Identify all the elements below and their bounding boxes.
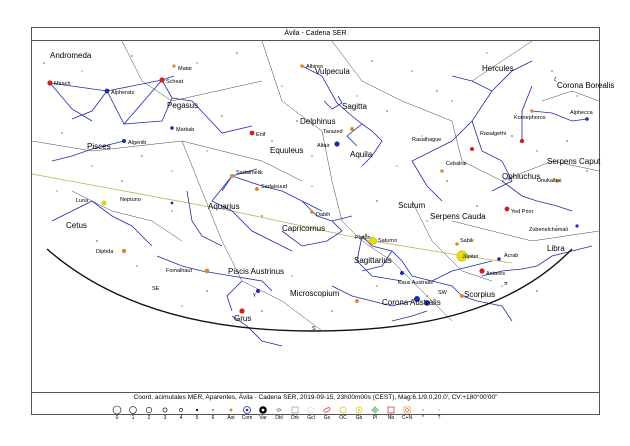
- cluster-nebula-icon: [402, 405, 412, 415]
- label-sagittarius: Sagittarius: [354, 256, 392, 265]
- label-markab: Markab: [176, 127, 195, 133]
- star-labels: [54, 64, 594, 298]
- label-capricornus: Capricornus: [282, 224, 326, 233]
- legend-double: Dbl: [271, 404, 287, 422]
- label-cetus: Cetus: [66, 221, 87, 230]
- legend-planetary: Pl: [367, 404, 383, 422]
- variable-star-icon: [258, 405, 268, 415]
- legend-mag-6: 6: [205, 404, 221, 422]
- chart-title: Ávila - Cadena SER: [31, 27, 600, 41]
- label-microscopium: Microscopium: [290, 289, 340, 298]
- label-pegasus: Pegasus: [167, 101, 199, 110]
- label-equuleus: Equuleus: [270, 146, 304, 155]
- label-corona-borealis: Corona Borealis: [557, 81, 615, 90]
- label-vulpecula: Vulpecula: [315, 67, 350, 76]
- galaxy-icon: [322, 405, 332, 415]
- mag-3-icon: [160, 405, 170, 415]
- label-scheat: Scheat: [166, 79, 184, 85]
- label-tarazed: Tarazed: [323, 129, 343, 135]
- label-luna: Luna: [76, 198, 89, 204]
- planetary-nebula-icon: [370, 405, 380, 415]
- legend-mag-5: 5: [189, 404, 205, 422]
- label-mirach: Mirach: [54, 81, 71, 87]
- label-albireo: Albireo: [306, 64, 324, 70]
- label-pisces: Pisces: [87, 142, 111, 151]
- label-ophiuchus: Ophiuchus: [502, 172, 541, 181]
- label-serpens-cauda: Serpens Cauda: [430, 212, 486, 221]
- label-yed-prior: Yed Prior: [511, 209, 534, 215]
- label-sagitta: Sagitta: [342, 102, 367, 111]
- mag-2-icon: [144, 405, 154, 415]
- label-andromeda: Andromeda: [50, 51, 92, 60]
- legend-mag-0: 0: [109, 404, 125, 422]
- label-hercules: Hercules: [482, 64, 514, 73]
- label-zeta: ζ: [554, 77, 557, 83]
- mag-6-icon: [208, 405, 218, 415]
- label-cebalrai: Cebalrai: [446, 161, 467, 167]
- label-libra: Libra: [547, 244, 565, 253]
- label-aquila: Aquila: [350, 150, 373, 159]
- legend-mag-4: 4: [173, 404, 189, 422]
- label-corona-australis: Corona Australis: [382, 298, 441, 307]
- cardinal-sw: SW: [438, 290, 447, 296]
- sky-map[interactable]: [32, 41, 615, 390]
- legend-dark-nebula: Drk: [287, 404, 303, 422]
- chart-footer: Coord. acimutales MER, Aparentes, Ávila - Cadena SER, 2019-09-15, 23h00m00s (CEST), Mag:6.1/9.0,20.0', CV:+180°00'00": [31, 392, 600, 402]
- legend-variable: Var: [255, 404, 271, 422]
- label-kaus-australis: Kaus Australis: [398, 280, 433, 286]
- label-rasalhague: Rasalhague: [412, 137, 442, 143]
- legend-gb: Gb: [351, 404, 367, 422]
- mag-0-icon: [112, 405, 122, 415]
- label-zubenelchamali: Zubenelchamali: [529, 227, 568, 233]
- label-jupiter: Júpiter: [462, 254, 479, 260]
- label-unukalhai: Unukalhai: [537, 178, 562, 184]
- label-gamma: γ: [253, 292, 256, 298]
- label-fomalhaut: Fomalhaut: [166, 268, 192, 274]
- legend-unknown: ?: [431, 404, 447, 422]
- label-saturno: Saturno: [378, 238, 398, 244]
- label-scutum: Scutum: [398, 201, 426, 210]
- legend-bar: [31, 402, 600, 425]
- legend-mag-2: 2: [141, 404, 157, 422]
- label-scorpius: Scorpius: [464, 290, 496, 299]
- star-icon: [418, 405, 428, 415]
- label-sadalsuud: Sadalsuud: [261, 184, 287, 190]
- legend-galaxy: Gx: [319, 404, 335, 422]
- label-altair: Altair: [317, 143, 330, 149]
- label-alpheratz: Alpheratz: [111, 90, 135, 96]
- constellation-lines: [50, 61, 592, 346]
- label-aquarius: Aquarius: [208, 202, 240, 211]
- label-rasalgethi: Rasalgethi: [480, 131, 506, 137]
- mag-4-icon: [176, 405, 186, 415]
- legend-cluster-nebula: C+N: [399, 404, 415, 422]
- label-sabik: Sabik: [460, 238, 474, 244]
- label-matar: Matar: [178, 66, 193, 72]
- asteroid-icon: [226, 405, 236, 415]
- legend-mag-1: 1: [125, 404, 141, 422]
- sky-map-svg[interactable]: [32, 41, 615, 390]
- label-antares: Antares: [486, 271, 505, 277]
- label-kornephoros: Kornephoros: [514, 115, 546, 121]
- open-cluster-icon: [338, 405, 348, 415]
- cardinal-se: SE: [152, 286, 160, 292]
- label-piscis-austrinus: Piscis Austrinus: [228, 267, 285, 276]
- double-star-icon: [274, 405, 284, 415]
- mag-1-icon: [128, 405, 138, 415]
- legend-asteroid: Ast: [223, 404, 239, 422]
- label-diphda: Diphda: [96, 249, 114, 255]
- mag-5-icon: [192, 405, 202, 415]
- label-serpens-caput: Serpens Caput: [547, 157, 601, 166]
- globular-cluster-icon: [306, 405, 316, 415]
- cardinal-s: S: [312, 326, 316, 332]
- legend-star: *: [415, 404, 431, 422]
- legend-mag-3: 3: [157, 404, 173, 422]
- dark-nebula-icon: [290, 405, 300, 415]
- bright-stars: [47, 64, 588, 313]
- legend-open-cluster: OC: [335, 404, 351, 422]
- legend-comet: Com: [239, 404, 255, 422]
- nebula-icon: [386, 405, 396, 415]
- legend-nebula: Nb: [383, 404, 399, 422]
- label-grus: Grus: [234, 314, 252, 323]
- label-alphecca: Alphecca: [570, 110, 593, 116]
- label-delphinus: Delphinus: [300, 117, 336, 126]
- label-pi: π: [504, 281, 508, 287]
- label-dabih: Dabih: [316, 212, 331, 218]
- galaxy-b-icon: [354, 405, 364, 415]
- label-enif: Enif: [256, 132, 266, 138]
- label-neptuno: Neptuno: [120, 197, 141, 203]
- unknown-icon: [434, 405, 444, 415]
- label-algenib: Algenib: [128, 140, 147, 146]
- constellation-boundaries: [32, 41, 599, 331]
- comet-icon: [242, 405, 252, 415]
- legend-globular: Gcl: [303, 404, 319, 422]
- label-pluton: Plutón: [355, 235, 371, 241]
- label-acrab: Acrab: [504, 253, 519, 259]
- label-sadalmelik: Sadalmelik: [236, 170, 263, 176]
